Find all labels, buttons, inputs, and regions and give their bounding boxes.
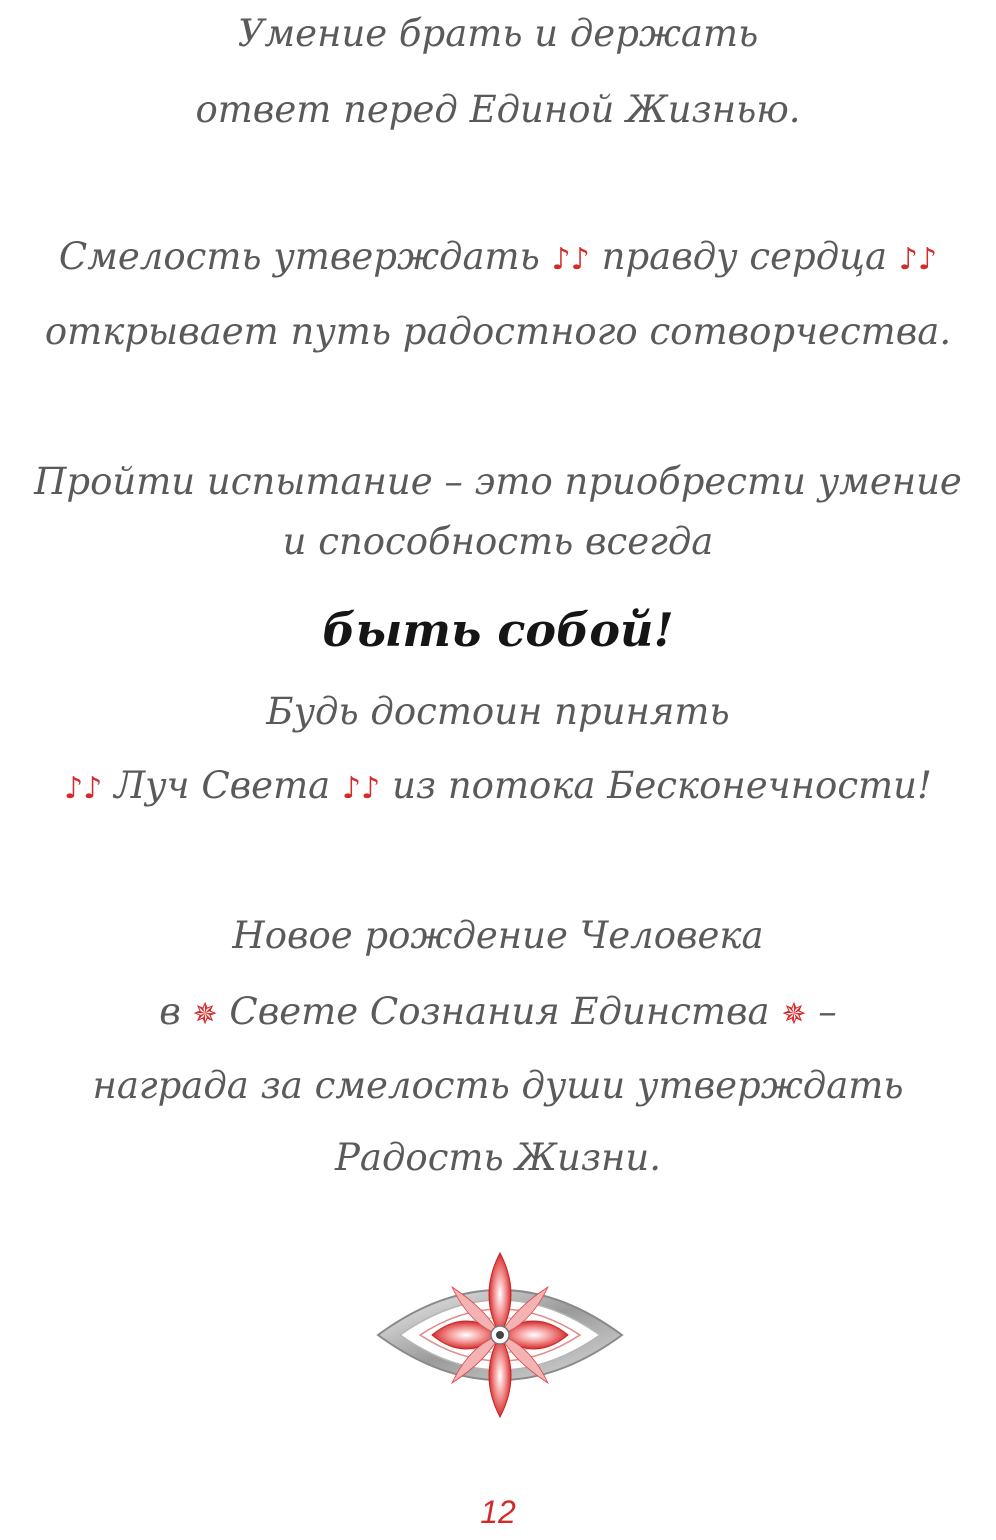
music-notes-icon: ♪♪ — [64, 771, 103, 806]
text-line — [0, 762, 996, 813]
text-line — [0, 308, 996, 356]
text-line — [0, 912, 996, 960]
text-line-content: Будь достоин принять — [266, 690, 730, 733]
text-line-content: правду сердца — [601, 235, 888, 278]
star-icon: ✵ — [781, 997, 807, 1032]
music-notes-icon: ♪♪ — [551, 242, 590, 277]
text-line-content: Свете Сознания Единства — [229, 990, 770, 1033]
star-icon: ✵ — [192, 997, 218, 1032]
text-line — [0, 688, 996, 736]
text-line — [0, 1062, 996, 1110]
text-line — [0, 988, 996, 1039]
text-line-content: Радость Жизни. — [335, 1136, 661, 1179]
text-line-content: Новое рождение Человека — [232, 914, 764, 957]
text-line — [0, 1134, 996, 1182]
music-notes-icon: ♪♪ — [342, 771, 381, 806]
text-line-content: из потока Бесконечности! — [392, 764, 932, 807]
text-line-content: открывает путь радостного сотворчества. — [44, 310, 952, 353]
text-line-content: награда за смелость души утверждать — [92, 1064, 904, 1107]
text-line — [0, 10, 996, 58]
text-line-content: Пройти испытание – это приобрести умение — [34, 460, 962, 503]
text-line — [0, 518, 996, 566]
page-number: 12 — [480, 1494, 516, 1530]
text-line — [0, 458, 996, 506]
text-line-content: Луч Света — [114, 764, 331, 807]
text-line-content: и способность всегда — [282, 520, 714, 563]
text-line — [0, 86, 996, 134]
text-line-content: ответ перед Единой Жизнью. — [195, 88, 801, 131]
text-line-content: Смелость утверждать — [58, 235, 540, 278]
text-line — [0, 233, 996, 284]
text-line-content: в — [159, 990, 181, 1033]
music-notes-icon: ♪♪ — [898, 242, 938, 277]
floral-ornament-icon — [370, 1245, 630, 1425]
text-line-content: – — [818, 990, 837, 1033]
text-line-content: быть собой! — [322, 603, 674, 657]
text-line-content: Умение брать и держать — [237, 12, 759, 55]
emphasis-line — [0, 603, 996, 657]
